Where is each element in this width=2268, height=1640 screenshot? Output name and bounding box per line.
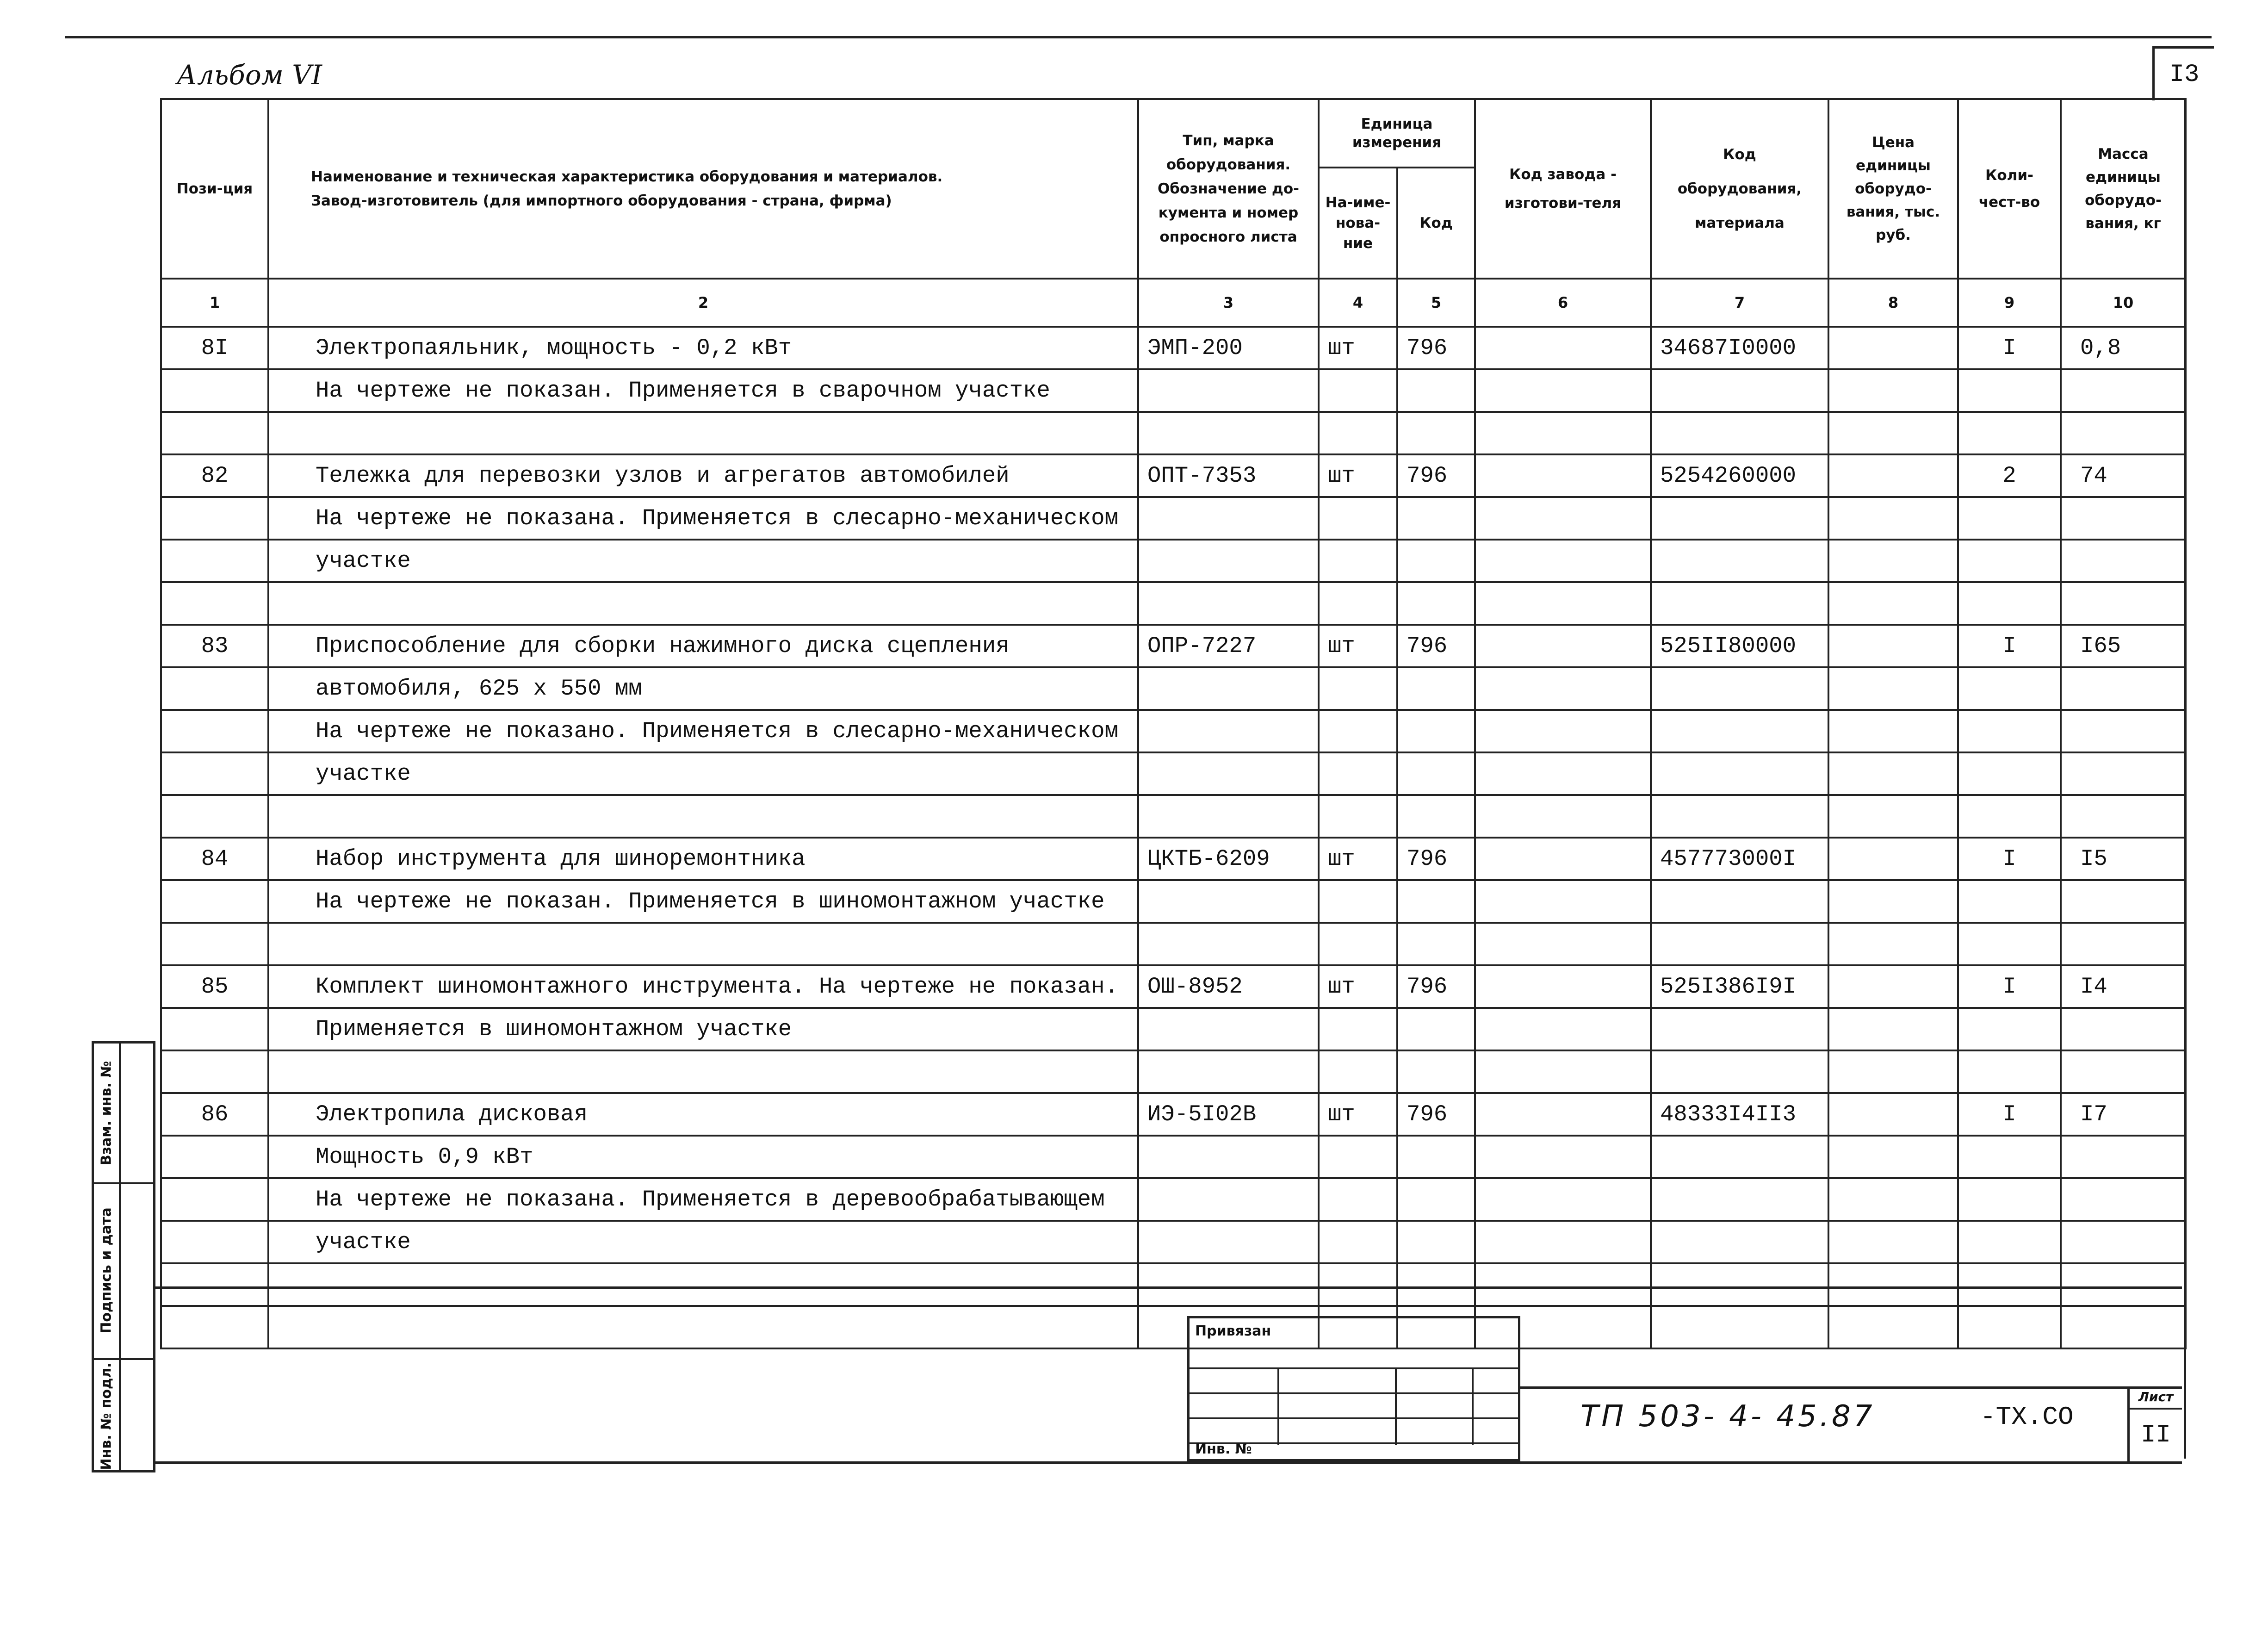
price-cell <box>1828 1050 1958 1093</box>
table-row <box>161 1136 2186 1178</box>
unit-cell <box>1319 1178 1397 1221</box>
inventory-label: Инв. № <box>1195 1441 1252 1457</box>
position-cell: 86 <box>161 1093 268 1136</box>
name-cell: Электропила дисковая <box>268 1093 1138 1136</box>
price-cell <box>1828 497 1958 540</box>
equipment-code-cell: 525II80000 <box>1651 625 1828 667</box>
type-cell <box>1138 880 1319 923</box>
unit-cell <box>1319 923 1397 965</box>
position-cell: 82 <box>161 454 268 497</box>
unit-cell <box>1319 795 1397 838</box>
price-cell <box>1828 1178 1958 1221</box>
col-number: 3 <box>1138 279 1319 327</box>
unit-cell <box>1319 497 1397 540</box>
price-cell <box>1828 412 1958 454</box>
quantity-cell <box>1958 540 2061 582</box>
equipment-code-cell: 457773000I <box>1651 838 1828 880</box>
title-block <box>155 1286 2182 1465</box>
table-row <box>161 625 2186 667</box>
type-cell: ЭМП-200 <box>1138 327 1319 369</box>
position-cell <box>161 1008 268 1050</box>
unit-code-cell: 796 <box>1397 1093 1475 1136</box>
factory-code-cell <box>1475 880 1651 923</box>
unit-code-cell <box>1397 710 1475 752</box>
equipment-code-cell: 48333I4II3 <box>1651 1093 1828 1136</box>
quantity-cell <box>1958 369 2061 412</box>
position-cell: 84 <box>161 838 268 880</box>
unit-cell <box>1319 1221 1397 1263</box>
col-number: 9 <box>1958 279 2061 327</box>
factory-code-cell <box>1475 667 1651 710</box>
col-number: 7 <box>1651 279 1828 327</box>
table-row <box>161 454 2186 497</box>
name-cell: На чертеже не показан. Применяется в шиномонтажном участке <box>268 880 1138 923</box>
position-cell <box>161 1050 268 1093</box>
factory-code-cell <box>1475 1008 1651 1050</box>
price-cell <box>1828 625 1958 667</box>
table-row <box>161 412 2186 454</box>
mass-cell <box>2061 369 2186 412</box>
position-cell <box>161 412 268 454</box>
binding-rule <box>1190 1367 1518 1369</box>
col-header-position: Пози-ция <box>161 99 268 279</box>
unit-cell: шт <box>1319 454 1397 497</box>
unit-cell <box>1319 1008 1397 1050</box>
col-header-equipment-code: Код оборудования, материала <box>1651 99 1828 279</box>
unit-cell <box>1319 752 1397 795</box>
unit-code-cell <box>1397 1008 1475 1050</box>
type-cell <box>1138 710 1319 752</box>
price-cell <box>1828 540 1958 582</box>
price-cell <box>1828 965 1958 1008</box>
mass-cell <box>2061 1008 2186 1050</box>
price-cell <box>1828 1093 1958 1136</box>
unit-code-cell <box>1397 497 1475 540</box>
bottom-frame-line <box>155 1461 2182 1464</box>
binding-rule <box>1190 1417 1518 1419</box>
equipment-code-cell <box>1651 1008 1828 1050</box>
price-cell <box>1828 327 1958 369</box>
type-cell <box>1138 582 1319 625</box>
table-row <box>161 880 2186 923</box>
mass-cell <box>2061 540 2186 582</box>
price-cell <box>1828 454 1958 497</box>
type-cell <box>1138 923 1319 965</box>
table-row <box>161 838 2186 880</box>
price-cell <box>1828 752 1958 795</box>
factory-code-cell <box>1475 1178 1651 1221</box>
equipment-code-cell <box>1651 795 1828 838</box>
mass-cell <box>2061 497 2186 540</box>
position-cell <box>161 752 268 795</box>
factory-code-cell <box>1475 1136 1651 1178</box>
document-suffix: -ТХ.СО <box>1980 1402 2074 1432</box>
table-row <box>161 369 2186 412</box>
position-cell <box>161 369 268 412</box>
unit-code-cell <box>1397 540 1475 582</box>
name-cell: Комплект шиномонтажного инструмента. На чертеже не показан. <box>268 965 1138 1008</box>
col-header-unit-name: На-име-нова-ние <box>1319 168 1397 279</box>
quantity-cell: I <box>1958 327 2061 369</box>
factory-code-cell <box>1475 369 1651 412</box>
equipment-code-cell <box>1651 582 1828 625</box>
factory-code-cell <box>1475 454 1651 497</box>
table-row <box>161 582 2186 625</box>
name-cell: Применяется в шиномонтажном участке <box>268 1008 1138 1050</box>
mass-cell <box>2061 1221 2186 1263</box>
factory-code-cell <box>1475 752 1651 795</box>
col-header-unit-code: Код <box>1397 168 1475 279</box>
col-number: 10 <box>2061 279 2186 327</box>
quantity-cell: I <box>1958 1093 2061 1136</box>
col-number: 8 <box>1828 279 1958 327</box>
position-cell <box>161 540 268 582</box>
name-cell: участке <box>268 752 1138 795</box>
name-cell: На чертеже не показано. Применяется в слесарно-механическом <box>268 710 1138 752</box>
stamp-cell-replacement: Взам. инв. № <box>98 1061 115 1165</box>
position-cell: 83 <box>161 625 268 667</box>
table-row <box>161 540 2186 582</box>
position-cell <box>161 710 268 752</box>
unit-code-cell <box>1397 795 1475 838</box>
equipment-code-cell: 525I386I9I <box>1651 965 1828 1008</box>
table-row <box>161 752 2186 795</box>
unit-cell <box>1319 412 1397 454</box>
album-label: Альбом VI <box>177 59 322 91</box>
mass-cell <box>2061 710 2186 752</box>
position-cell <box>161 923 268 965</box>
table-row <box>161 710 2186 752</box>
quantity-cell <box>1958 795 2061 838</box>
type-cell <box>1138 1221 1319 1263</box>
table-row <box>161 1008 2186 1050</box>
col-number: 1 <box>161 279 268 327</box>
factory-code-cell <box>1475 965 1651 1008</box>
mass-cell: 74 <box>2061 454 2186 497</box>
table-body <box>161 327 2186 1348</box>
unit-cell: шт <box>1319 838 1397 880</box>
factory-code-cell <box>1475 838 1651 880</box>
price-cell <box>1828 667 1958 710</box>
col-header-price: Цена единицы оборудо-вания, тыс. руб. <box>1828 99 1958 279</box>
name-cell: На чертеже не показана. Применяется в слесарно-механическом <box>268 497 1138 540</box>
table-row <box>161 965 2186 1008</box>
binding-divider <box>1472 1367 1474 1445</box>
binding-label: Привязан <box>1195 1323 1271 1339</box>
unit-code-cell: 796 <box>1397 838 1475 880</box>
unit-cell <box>1319 582 1397 625</box>
mass-cell <box>2061 582 2186 625</box>
col-header-quantity: Коли-чест-во <box>1958 99 2061 279</box>
title-rule <box>1520 1386 2182 1389</box>
sheet-label: Лист <box>2130 1386 2182 1410</box>
unit-cell <box>1319 667 1397 710</box>
quantity-cell <box>1958 1221 2061 1263</box>
factory-code-cell <box>1475 625 1651 667</box>
position-cell <box>161 1221 268 1263</box>
equipment-code-cell <box>1651 1136 1828 1178</box>
mass-cell: I4 <box>2061 965 2186 1008</box>
unit-cell <box>1319 369 1397 412</box>
name-cell: Электропаяльник, мощность - 0,2 кВт <box>268 327 1138 369</box>
side-stamp <box>92 1041 155 1472</box>
quantity-cell <box>1958 412 2061 454</box>
mass-cell <box>2061 752 2186 795</box>
unit-code-cell <box>1397 667 1475 710</box>
quantity-cell: I <box>1958 838 2061 880</box>
stamp-divider <box>119 1044 121 1470</box>
factory-code-cell <box>1475 1221 1651 1263</box>
col-number: 5 <box>1397 279 1475 327</box>
unit-code-cell <box>1397 369 1475 412</box>
quantity-cell <box>1958 497 2061 540</box>
type-cell <box>1138 369 1319 412</box>
price-cell <box>1828 582 1958 625</box>
col-header-mass: Масса единицы оборудо-вания, кг <box>2061 99 2186 279</box>
quantity-cell <box>1958 923 2061 965</box>
page-number: I3 <box>2152 46 2214 100</box>
name-cell: Набор инструмента для шиноремонтника <box>268 838 1138 880</box>
mass-cell <box>2061 795 2186 838</box>
unit-code-cell <box>1397 1221 1475 1263</box>
price-cell <box>1828 369 1958 412</box>
equipment-code-cell: 5254260000 <box>1651 454 1828 497</box>
factory-code-cell <box>1475 497 1651 540</box>
equipment-code-cell <box>1651 412 1828 454</box>
table-row <box>161 667 2186 710</box>
mass-cell <box>2061 1136 2186 1178</box>
price-cell <box>1828 1008 1958 1050</box>
type-cell <box>1138 497 1319 540</box>
factory-code-cell <box>1475 710 1651 752</box>
type-cell: ОПР-7227 <box>1138 625 1319 667</box>
type-cell: ИЭ-5I02В <box>1138 1093 1319 1136</box>
quantity-cell <box>1958 582 2061 625</box>
binding-rule <box>1190 1392 1518 1394</box>
position-cell <box>161 795 268 838</box>
quantity-cell: 2 <box>1958 454 2061 497</box>
position-cell <box>161 1136 268 1178</box>
price-cell <box>1828 710 1958 752</box>
unit-cell: шт <box>1319 327 1397 369</box>
name-cell: участке <box>268 540 1138 582</box>
price-cell <box>1828 880 1958 923</box>
price-cell <box>1828 795 1958 838</box>
sheet-number: II <box>2141 1421 2171 1449</box>
name-cell <box>268 923 1138 965</box>
position-cell <box>161 582 268 625</box>
type-cell: ЦКТБ-6209 <box>1138 838 1319 880</box>
unit-code-cell <box>1397 923 1475 965</box>
table-row <box>161 1050 2186 1093</box>
table-row <box>161 923 2186 965</box>
name-cell <box>268 582 1138 625</box>
factory-code-cell <box>1475 582 1651 625</box>
stamp-cell-signature: Подпись и дата <box>98 1207 115 1334</box>
mass-cell <box>2061 1050 2186 1093</box>
mass-cell <box>2061 880 2186 923</box>
quantity-cell <box>1958 880 2061 923</box>
unit-cell <box>1319 1136 1397 1178</box>
price-cell <box>1828 923 1958 965</box>
price-cell <box>1828 1136 1958 1178</box>
mass-cell <box>2061 1178 2186 1221</box>
name-cell <box>268 1050 1138 1093</box>
type-cell <box>1138 1050 1319 1093</box>
unit-cell: шт <box>1319 625 1397 667</box>
equipment-code-cell: 34687I0000 <box>1651 327 1828 369</box>
type-cell <box>1138 667 1319 710</box>
quantity-cell <box>1958 1050 2061 1093</box>
position-cell <box>161 667 268 710</box>
position-cell: 8I <box>161 327 268 369</box>
name-cell: участке <box>268 1221 1138 1263</box>
price-cell <box>1828 838 1958 880</box>
factory-code-cell <box>1475 540 1651 582</box>
factory-code-cell <box>1475 1050 1651 1093</box>
table-row <box>161 1178 2186 1221</box>
col-number: 6 <box>1475 279 1651 327</box>
equipment-spec-table <box>160 98 2187 1349</box>
equipment-code-cell <box>1651 1221 1828 1263</box>
quantity-cell <box>1958 752 2061 795</box>
position-cell <box>161 497 268 540</box>
mass-cell <box>2061 667 2186 710</box>
name-cell <box>268 412 1138 454</box>
price-cell <box>1828 1221 1958 1263</box>
unit-code-cell: 796 <box>1397 625 1475 667</box>
unit-code-cell <box>1397 582 1475 625</box>
type-cell <box>1138 795 1319 838</box>
unit-code-cell <box>1397 880 1475 923</box>
factory-code-cell <box>1475 1093 1651 1136</box>
mass-cell: I5 <box>2061 838 2186 880</box>
unit-cell: шт <box>1319 1093 1397 1136</box>
type-cell <box>1138 412 1319 454</box>
equipment-code-cell <box>1651 752 1828 795</box>
quantity-cell: I <box>1958 625 2061 667</box>
equipment-code-cell <box>1651 667 1828 710</box>
unit-code-cell: 796 <box>1397 454 1475 497</box>
type-cell <box>1138 1136 1319 1178</box>
unit-cell <box>1319 880 1397 923</box>
top-border-line <box>65 36 2212 38</box>
column-numbers-row <box>161 279 2186 327</box>
unit-cell <box>1319 710 1397 752</box>
name-cell: На чертеже не показана. Применяется в деревообрабатывающем <box>268 1178 1138 1221</box>
stamp-cell-original-inventory: Инв. № подл. <box>98 1362 115 1470</box>
position-cell: 85 <box>161 965 268 1008</box>
equipment-code-cell <box>1651 1050 1828 1093</box>
quantity-cell: I <box>1958 965 2061 1008</box>
col-header-type: Тип, марка оборудования. Обозначение до- кумента и номер опросного листа <box>1138 99 1319 279</box>
type-cell: ОШ-8952 <box>1138 965 1319 1008</box>
factory-code-cell <box>1475 412 1651 454</box>
quantity-cell <box>1958 667 2061 710</box>
unit-cell <box>1319 540 1397 582</box>
name-cell <box>268 795 1138 838</box>
mass-cell <box>2061 412 2186 454</box>
table-row <box>161 795 2186 838</box>
table-row <box>161 327 2186 369</box>
unit-code-cell <box>1397 752 1475 795</box>
type-cell <box>1138 540 1319 582</box>
type-cell <box>1138 1178 1319 1221</box>
mass-cell <box>2061 923 2186 965</box>
col-header-name: Наименование и техническая характеристика оборудования и материалов. Завод-изготовитель (для импортного оборудования - страна, фирма) <box>268 99 1138 279</box>
col-header-unit-group: Единица измерения <box>1319 99 1475 168</box>
name-cell: Приспособление для сборки нажимного диска сцепления <box>268 625 1138 667</box>
position-cell <box>161 880 268 923</box>
equipment-code-cell <box>1651 923 1828 965</box>
name-cell: Мощность 0,9 кВт <box>268 1136 1138 1178</box>
table-row <box>161 497 2186 540</box>
quantity-cell <box>1958 1178 2061 1221</box>
unit-code-cell <box>1397 412 1475 454</box>
quantity-cell <box>1958 1008 2061 1050</box>
unit-cell <box>1319 1050 1397 1093</box>
binding-divider <box>1277 1367 1279 1445</box>
table-row <box>161 1221 2186 1263</box>
unit-code-cell <box>1397 1178 1475 1221</box>
quantity-cell <box>1958 710 2061 752</box>
unit-code-cell: 796 <box>1397 327 1475 369</box>
name-cell: Тележка для перевозки узлов и агрегатов автомобилей <box>268 454 1138 497</box>
type-cell: ОПТ-7353 <box>1138 454 1319 497</box>
unit-cell: шт <box>1319 965 1397 1008</box>
col-header-factory-code: Код завода - изготови-теля <box>1475 99 1651 279</box>
quantity-cell <box>1958 1136 2061 1178</box>
col-number: 4 <box>1319 279 1397 327</box>
type-cell <box>1138 752 1319 795</box>
factory-code-cell <box>1475 923 1651 965</box>
table-row <box>161 1093 2186 1136</box>
name-cell: На чертеже не показан. Применяется в сварочном участке <box>268 369 1138 412</box>
col-number: 2 <box>268 279 1138 327</box>
binding-block <box>1187 1316 1520 1461</box>
equipment-code-cell <box>1651 1178 1828 1221</box>
document-code: ТП 503- 4- 45.87 <box>1580 1399 1875 1434</box>
factory-code-cell <box>1475 327 1651 369</box>
unit-code-cell <box>1397 1050 1475 1093</box>
name-cell: автомобиля, 625 х 550 мм <box>268 667 1138 710</box>
equipment-code-cell <box>1651 540 1828 582</box>
equipment-code-cell <box>1651 710 1828 752</box>
type-cell <box>1138 1008 1319 1050</box>
binding-divider <box>1395 1367 1397 1445</box>
equipment-code-cell <box>1651 880 1828 923</box>
unit-code-cell: 796 <box>1397 965 1475 1008</box>
equipment-code-cell <box>1651 369 1828 412</box>
sheet-box <box>2127 1386 2182 1461</box>
mass-cell: 0,8 <box>2061 327 2186 369</box>
mass-cell: I65 <box>2061 625 2186 667</box>
unit-code-cell <box>1397 1136 1475 1178</box>
equipment-code-cell <box>1651 497 1828 540</box>
factory-code-cell <box>1475 795 1651 838</box>
mass-cell: I7 <box>2061 1093 2186 1136</box>
position-cell <box>161 1178 268 1221</box>
